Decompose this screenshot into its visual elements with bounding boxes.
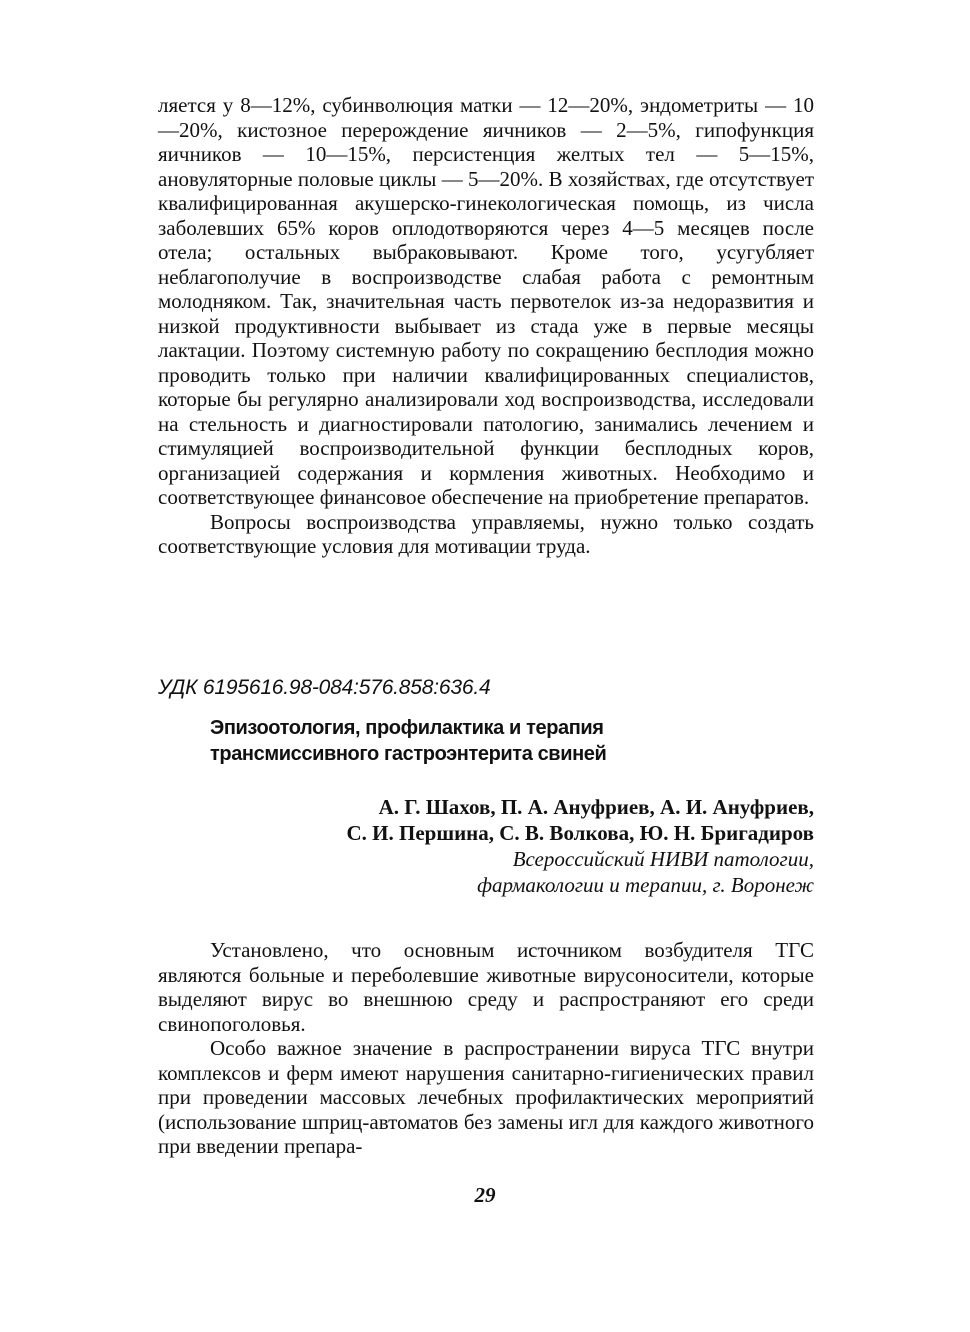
previous-article-ending [158,93,814,559]
article-title-line: Эпизоотология, профилактика и терапия [210,717,604,739]
article-affiliation [158,846,814,898]
article-title [210,715,850,767]
body-paragraph: ляется у 8—12%, субинволюция матки — 12—20%, эндометриты — 10—20%, кистозное перерождение яичников — 2—5%, гипофункция яичников — 10—15%, персистенция желтых тел — 5—15%, ановуляторные половые циклы — 5—20%. В хозяйствах, где отсутствует квалифицированная акушерско-гинекологическая помощь, из числа заболевших 65% коров оплодотворяются через 4—5 месяцев после отела; остальных выбраковывают. Кроме того, усугубляет неблагополучие в воспроизводстве слабая работа с ремонтным молодняком. Так, значительная часть первотелок из-за недоразвития и низкой продуктивности выбывает из стада уже в первые месяцы лактации. Поэтому системную работу по сокращению бесплодия можно проводить только при наличии квалифицированных специалистов, которые бы регулярно анализировали ход воспроизводства, исследовали на стельность и диагностировали патологию, занимались лечением и стимуляцией воспроизводительной функции бесплодных коров, организацией содержания и кормления животных. Необходимо и соответствующее финансовое обеспечение на приобретение препаратов. [158,93,814,509]
authors-line: А. Г. Шахов, П. А. Ануфриев, А. И. Ануфриев, [378,795,814,819]
page-number: 29 [474,1183,496,1207]
article-body [158,938,814,1159]
article-title-line: трансмиссивного гастроэнтерита свиней [210,743,607,765]
body-paragraph: Вопросы воспроизводства управляемы, нужно только создать соответствующие условия для мотивации труда. [158,509,814,558]
body-paragraph: Установлено, что основным источником возбудителя ТГС являются больные и переболевшие животные вирусоносители, которые выделяют вирус во внешнюю среду и распространяют его среди свинопоголовья. [158,938,814,1036]
udk-code: УДК 6195616.98-084:576.858:636.4 [158,676,491,699]
affiliation-line: Всероссийский НИВИ патологии, [512,847,814,871]
body-paragraph: Особо важное значение в распространении вируса ТГС внутри комплексов и ферм имеют нарушения санитарно-гигиенических правил при проведении массовых лечебных профилактических мероприятий (использование шприц-автоматов без замены игл для каждого животного при введении препара- [158,1036,814,1158]
authors-line: С. И. Першина, С. В. Волкова, Ю. Н. Бригадиров [346,821,814,845]
affiliation-line: фармакологии и терапии, г. Воронеж [477,873,814,897]
article-authors [158,794,814,846]
